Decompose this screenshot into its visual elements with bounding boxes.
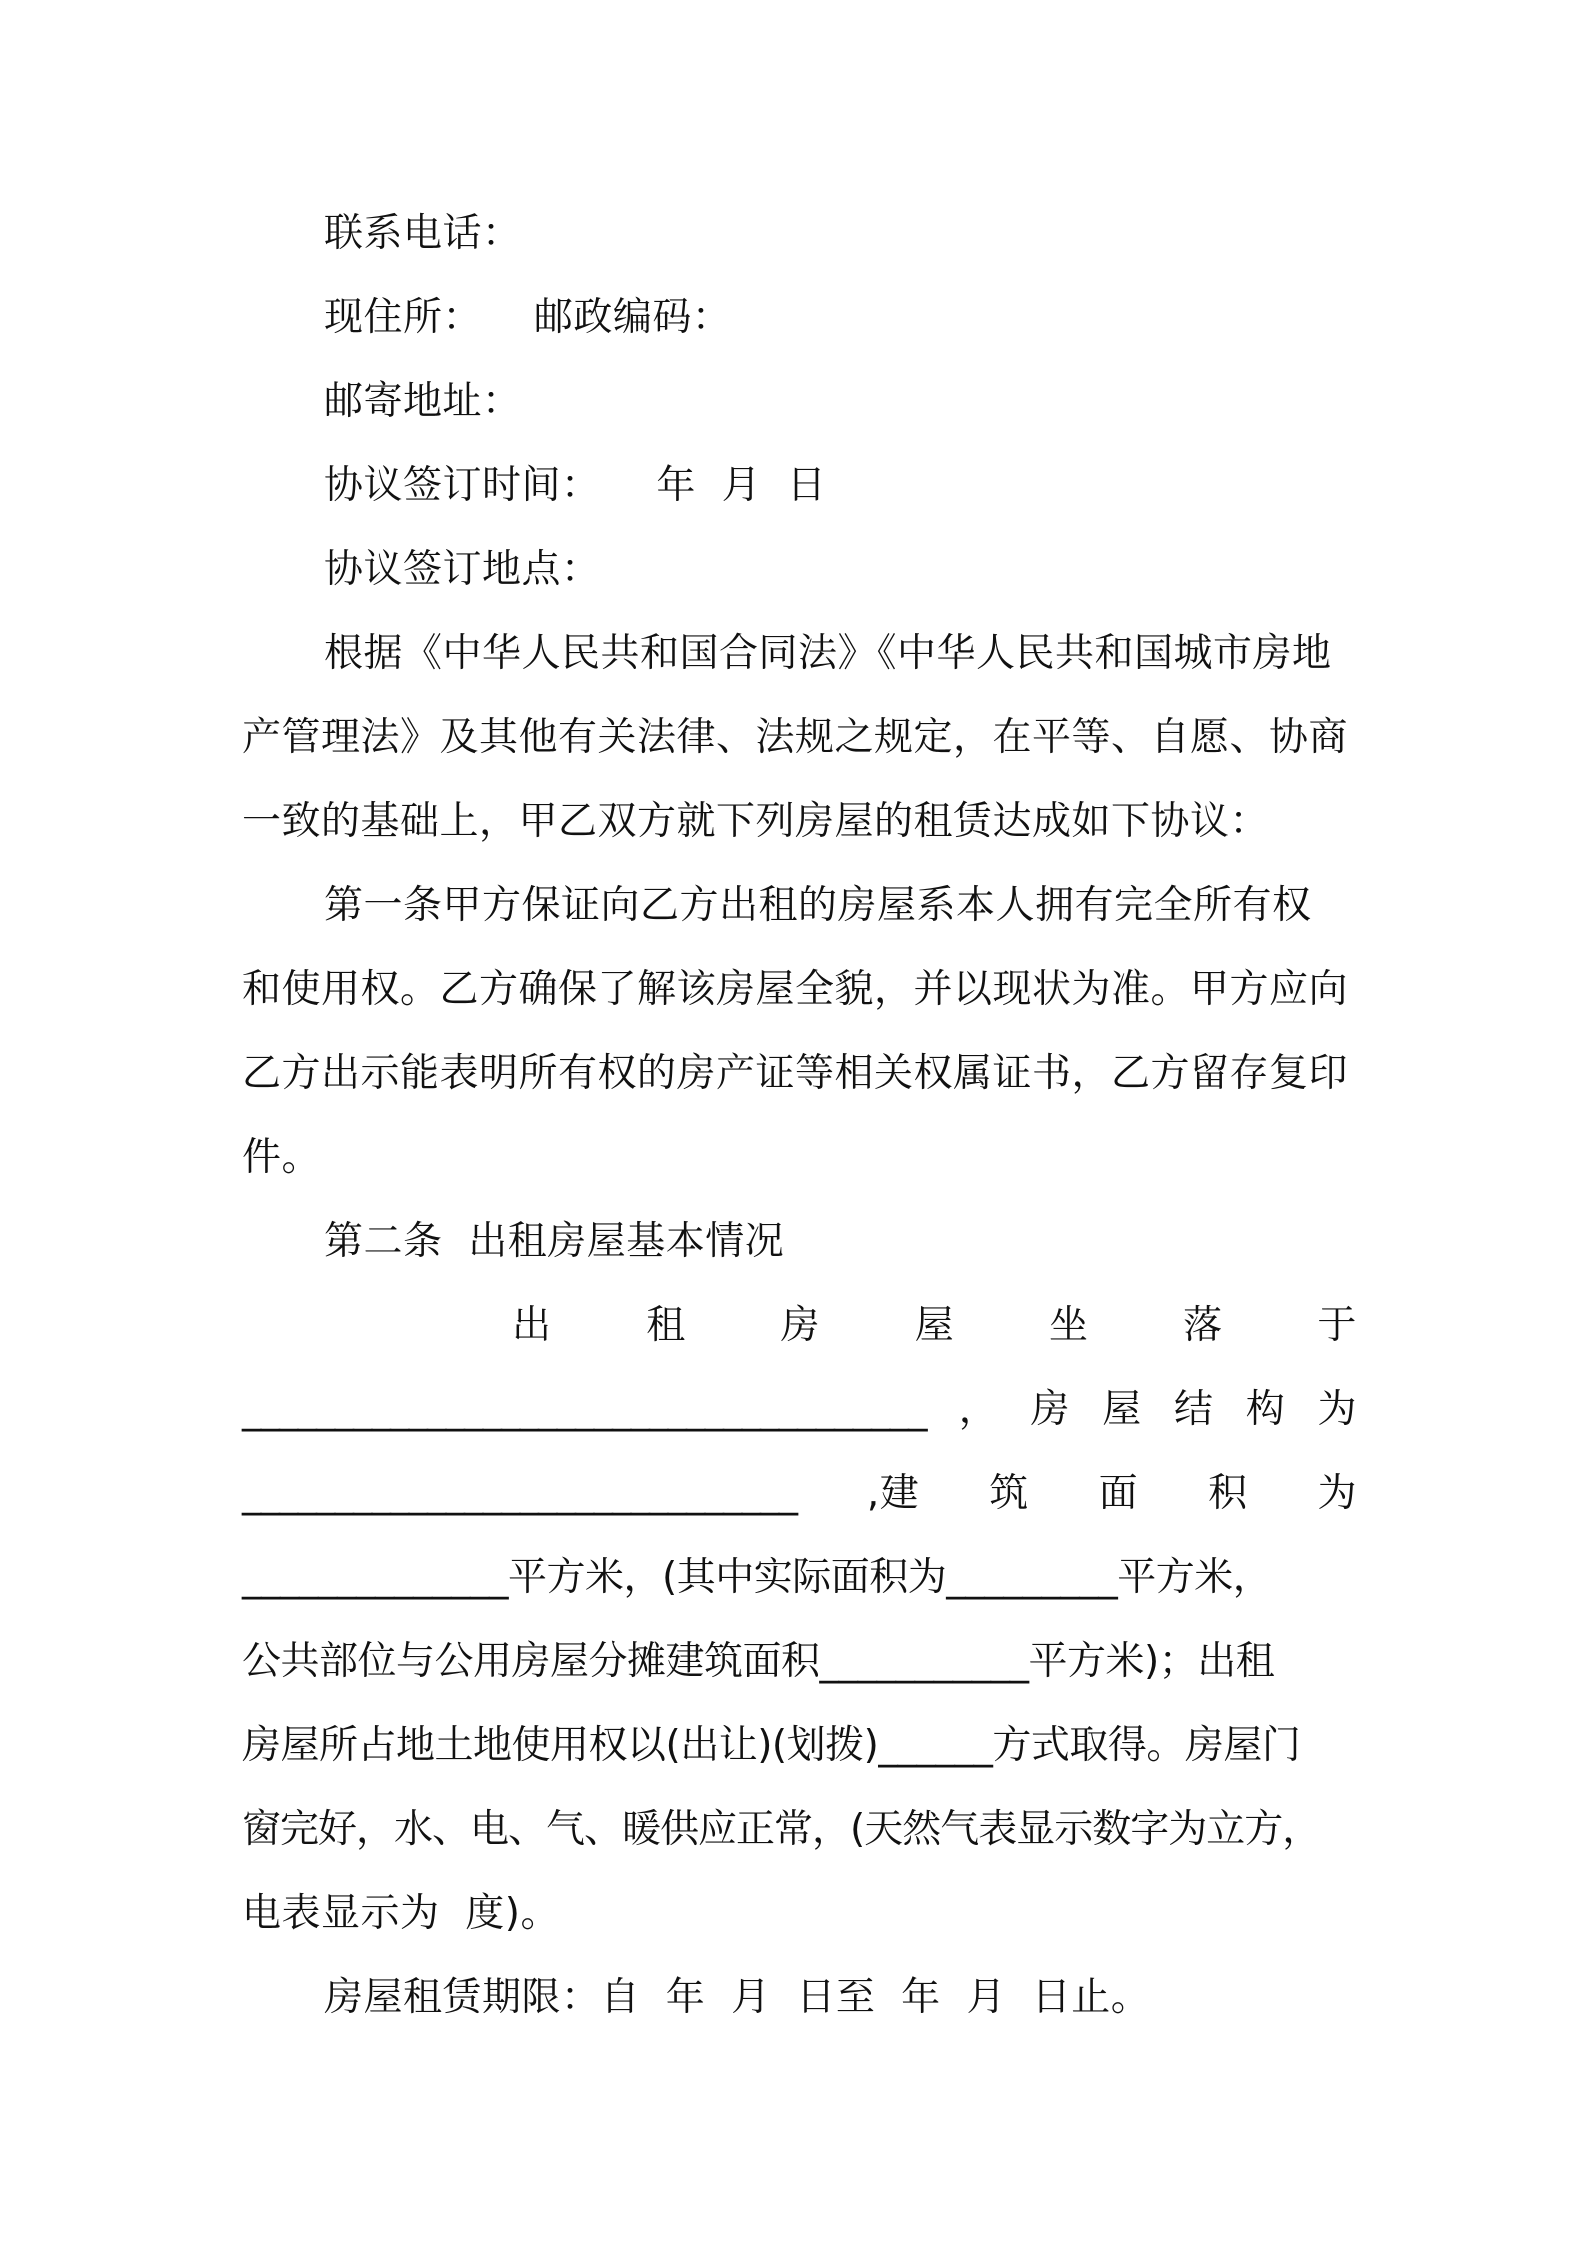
article1-line [242,1116,1357,1200]
shared-area-text: 公共部位与公用房屋分摊建筑面积___________平方米)；出租 [242,1639,1275,1684]
document-body [242,192,1357,2040]
area-char: 面 [1098,1471,1139,1516]
sign-time-label: 协议签订时间： [324,463,601,508]
area-char: 筑 [989,1471,1029,1516]
condition-line [242,1788,1357,1872]
structure-char: 结 [1173,1387,1214,1432]
structure-char: 房 [1030,1387,1070,1432]
location-char: 于 [1317,1303,1357,1348]
phone-label: 联系电话： [324,211,522,256]
condition-text: 窗完好，水、电、气、暖供应正常，(天然气表显示数字为立方， [242,1807,1321,1852]
article1-line [242,1032,1357,1116]
area-char: ,建 [866,1471,920,1516]
residence-field [242,276,1357,360]
location-char: 租 [646,1303,686,1348]
land-use-text: 房屋所占地土地使用权以(出让)(划拨)______方式取得。房屋门 [242,1723,1301,1768]
structure-line [242,1368,1357,1452]
preamble-text-3: 一致的基础上，甲乙双方就下列房屋的租赁达成如下协议： [242,799,1270,844]
mail-address-label: 邮寄地址： [324,379,522,424]
location-line [242,1284,1357,1368]
article1-text-3: 乙方出示能表明所有权的房产证等相关权属证书，乙方留存复印 [242,1051,1349,1096]
structure-char: 屋 [1102,1387,1142,1432]
residence-label: 现住所： [324,295,483,340]
sign-time-field [242,444,1357,528]
preamble-text-1: 根据《中华人民共和国合同法》《中华人民共和国城市房地 [324,631,1332,676]
location-char: 屋 [914,1303,955,1348]
phone-field [242,192,1357,276]
postcode-label: 邮政编码： [533,295,732,340]
article2-heading-text: 第二条 出租房屋基本情况 [324,1219,785,1264]
article1-line [242,948,1357,1032]
mail-address-field [242,360,1357,444]
article2-heading [242,1200,1357,1284]
location-char: 坐 [1048,1303,1089,1348]
preamble-line [242,696,1357,780]
location-blank: _____________________________________ [242,1387,927,1432]
area-detail-text: ______________平方米，(其中实际面积为_________平方米， [242,1555,1272,1600]
lease-term-line [242,1956,1357,2040]
preamble-line [242,612,1357,696]
preamble-text-2: 产管理法》及其他有关法律、法规之规定，在平等、自愿、协商 [242,715,1349,760]
article1-text-4: 件。 [242,1135,322,1180]
sign-place-label: 协议签订地点： [324,547,601,592]
meter-text: 电表显示为 度)。 [242,1891,561,1936]
land-use-line [242,1704,1357,1788]
area-line [242,1452,1357,1536]
sign-place-field [242,528,1357,612]
shared-area-line [242,1620,1357,1704]
structure-char: 为 [1317,1387,1357,1432]
article1-line [242,864,1357,948]
article1-text-1: 第一条甲方保证向乙方出租的房屋系本人拥有完全所有权 [324,883,1312,928]
structure-blank: ______________________________ [242,1471,797,1516]
location-char: 出 [512,1303,552,1348]
lease-term-text: 房屋租赁期限：自 年 月 日至 年 月 日止。 [324,1975,1151,2020]
area-detail-line [242,1536,1357,1620]
location-char: 落 [1183,1303,1223,1348]
article1-text-2: 和使用权。乙方确保了解该房屋全貌，并以现状为准。甲方应向 [242,967,1349,1012]
sign-time-date: 年 月 日 [656,463,827,508]
structure-char: ， [958,1387,999,1432]
meter-line [242,1872,1357,1956]
structure-char: 构 [1245,1387,1286,1432]
preamble-line [242,780,1357,864]
location-char: 房 [780,1303,820,1348]
area-char: 积 [1208,1471,1248,1516]
area-char: 为 [1317,1471,1357,1516]
